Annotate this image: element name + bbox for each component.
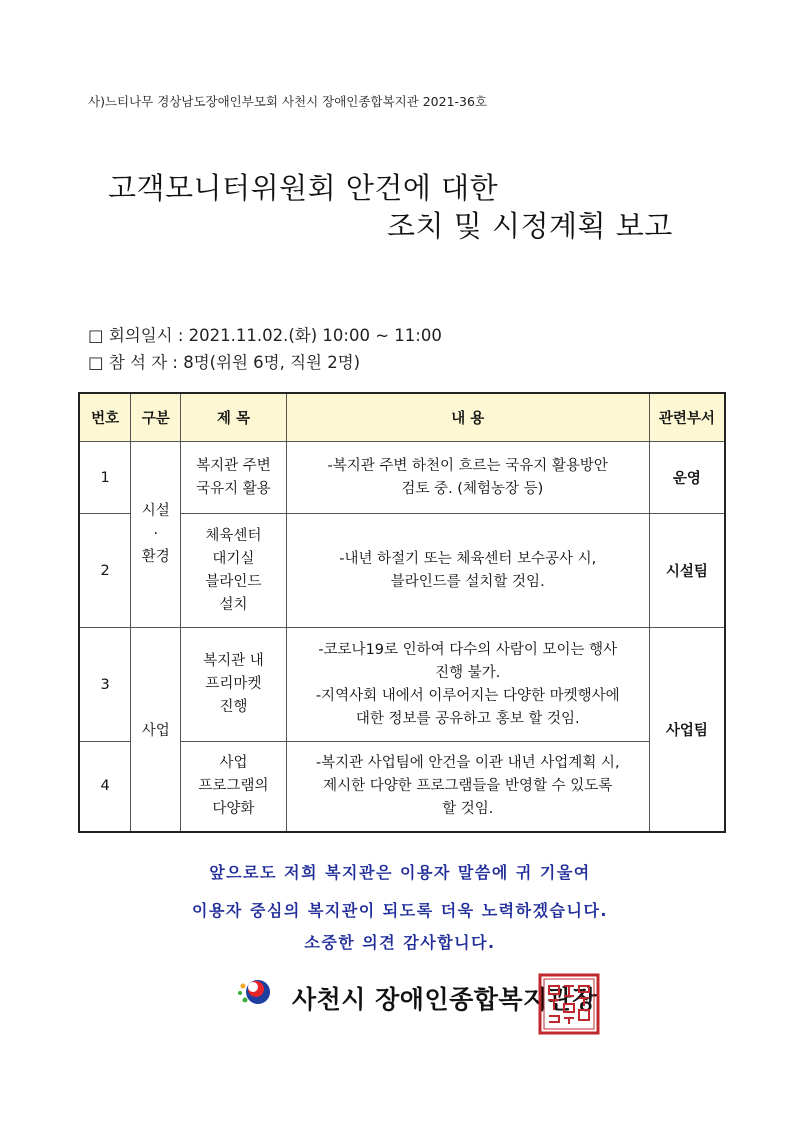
document-reference: 사)느티나무 경상남도장애인부모회 사천시 장애인종합복지관 2021-36호 [88,94,488,109]
content-cell [286,514,649,628]
title-text: 대기실 [212,550,255,567]
header-title: 제 목 [181,393,287,442]
header-content: 내 용 [286,393,649,442]
row-number: 3 [79,628,131,742]
content-text: -내년 하절기 또는 체육센터 보수공사 시, [339,550,597,567]
content-text: -코로나19로 인하여 다수의 사람이 모이는 행사 [318,641,618,658]
title-text: 설치 [219,596,248,613]
title-line-1: 고객모니터위원회 안건에 대한 [108,171,499,205]
department-cell: 운영 [649,442,725,514]
row-number: 2 [79,514,131,628]
closing-line-2: 이용자 중심의 복지관이 되도록 더욱 노력하겠습니다. [192,901,608,920]
title-text: 체육센터 [205,527,262,544]
content-text: 제시한 다양한 프로그램들을 반영할 수 있도록 [323,777,613,794]
category-text: 환경 [141,549,170,565]
department-cell: 시설팀 [649,514,725,628]
category-text: 시설 [141,503,170,519]
content-text: -복지관 사업팀에 안건을 이관 내년 사업계획 시, [315,754,620,771]
content-text: -복지관 주변 하천이 흐르는 국유지 활용방안 [327,457,608,474]
header-category: 구분 [131,393,181,442]
header-department: 관련부서 [649,393,725,442]
official-seal-icon [537,972,601,1036]
title-text: 블라인드 [205,573,262,590]
category-cell: 사업 [131,628,181,832]
category-cell [131,442,181,628]
report-table [78,392,726,833]
content-text: 할 것임. [442,800,494,817]
title-text: 프리마켓 [205,676,262,692]
title-text: 사업 [219,754,248,771]
category-text: · [153,526,159,542]
welfare-center-logo-icon [236,975,272,1011]
content-cell [286,742,649,832]
table-row [79,442,725,514]
table-row [79,628,725,742]
content-text: 대한 정보를 공유하고 홍보 할 것임. [355,710,580,727]
organization-signature: 사천시 장애인종합복지관장 [292,985,598,1014]
table-header-row [79,393,725,442]
title-cell [181,442,287,514]
closing-line-1: 앞으로도 저희 복지관은 이용자 말씀에 귀 기울여 [209,863,591,882]
title-text: 국유지 활용 [196,480,271,497]
department-cell: 사업팀 [649,628,725,832]
content-cell [286,628,649,742]
row-number: 1 [79,442,131,514]
header-number: 번호 [79,393,131,442]
closing-line-3: 소중한 의견 감사합니다. [304,933,496,952]
title-cell [181,628,287,742]
content-cell [286,442,649,514]
title-text: 프로그램의 [198,777,269,794]
content-text: 검토 중. (체험농장 등) [392,480,544,497]
content-text: -지역사회 내에서 이루어지는 다양한 마켓행사에 [315,687,620,704]
title-line-2: 조치 및 시정계획 보고 [387,209,673,243]
content-text: 진행 불가. [435,664,501,681]
row-number: 4 [79,742,131,832]
title-cell [181,514,287,628]
title-text: 다양화 [212,800,255,817]
title-text: 복지관 내 [203,653,264,669]
title-text: 복지관 주변 [196,457,271,474]
title-cell [181,742,287,832]
content-text: 블라인드를 설치할 것임. [390,573,545,590]
title-text: 진행 [219,699,248,715]
meeting-date: □ 회의일시 : 2021.11.02.(화) 10:00 ~ 11:00 [88,326,442,345]
attendees: □ 참 석 자 : 8명(위원 6명, 직원 2명) [88,353,361,372]
